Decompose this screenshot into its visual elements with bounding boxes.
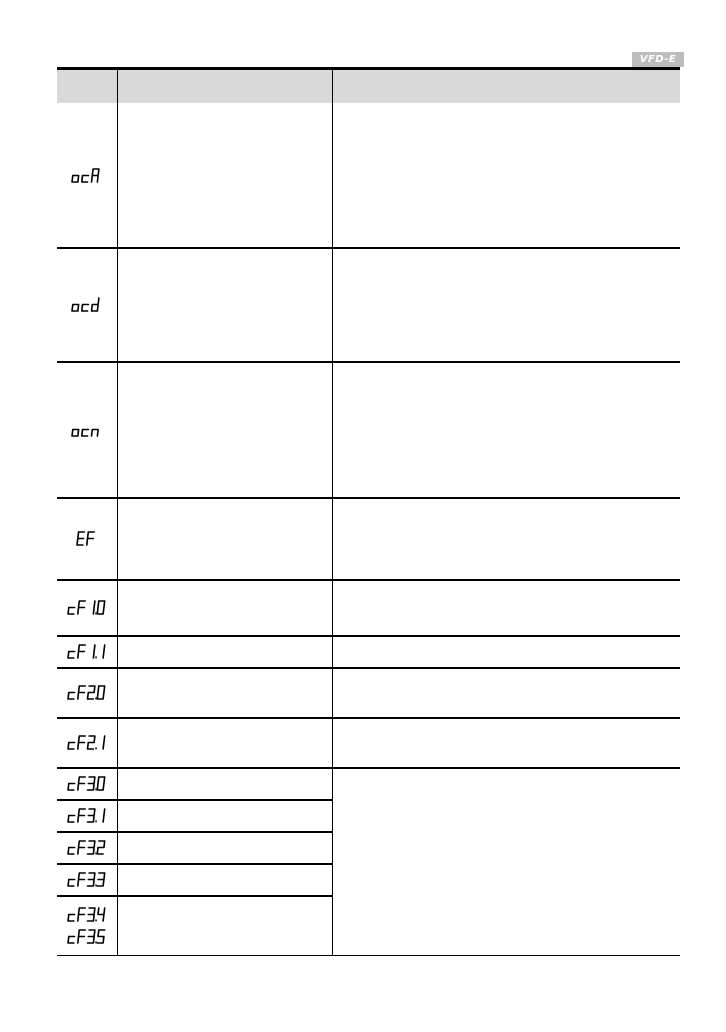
fault-code-display-ef bbox=[75, 531, 99, 547]
row-divider bbox=[57, 831, 332, 833]
fault-code-display-cf2-1 bbox=[66, 735, 109, 751]
table-row bbox=[57, 718, 117, 768]
table-row bbox=[57, 768, 117, 800]
fault-code-display-cf3-1 bbox=[66, 808, 109, 824]
fault-code-table bbox=[57, 67, 680, 956]
fault-code-display-cf2-0 bbox=[66, 685, 109, 701]
brand-logo: VFD-E bbox=[632, 52, 684, 67]
table-row bbox=[57, 864, 117, 896]
row-divider bbox=[57, 247, 680, 249]
fault-code-display-cf3-4 bbox=[66, 907, 109, 923]
fault-code-display-cf3-3 bbox=[66, 872, 109, 888]
row-divider bbox=[57, 863, 332, 865]
row-divider bbox=[57, 799, 332, 801]
fault-code-display-ocn bbox=[70, 422, 103, 438]
column-divider bbox=[332, 67, 333, 956]
table-row bbox=[57, 580, 117, 636]
table-row bbox=[57, 362, 117, 498]
row-divider bbox=[57, 955, 680, 956]
row-divider bbox=[57, 361, 680, 363]
table-row bbox=[57, 248, 117, 362]
fault-code-display-cf3-5 bbox=[66, 929, 109, 945]
row-divider bbox=[57, 895, 332, 897]
fault-code-display-oca bbox=[70, 168, 103, 184]
fault-code-display-cf1-0 bbox=[66, 600, 109, 616]
fault-code-display-cf1-1 bbox=[66, 644, 109, 660]
fault-code-display-ocd bbox=[70, 297, 103, 313]
fault-code-display-cf3-0 bbox=[66, 776, 109, 792]
row-divider bbox=[57, 767, 680, 769]
table-row bbox=[57, 636, 117, 668]
row-divider bbox=[57, 579, 680, 581]
row-divider bbox=[57, 667, 680, 669]
row-divider bbox=[57, 497, 680, 499]
table-row bbox=[57, 668, 117, 718]
table-row bbox=[57, 896, 117, 956]
table-row bbox=[57, 498, 117, 580]
column-divider bbox=[117, 67, 118, 956]
table-header bbox=[57, 67, 680, 103]
table-row bbox=[57, 800, 117, 832]
row-divider bbox=[57, 717, 680, 719]
table-row bbox=[57, 832, 117, 864]
row-divider bbox=[57, 635, 680, 637]
fault-code-display-cf3-2 bbox=[66, 840, 109, 856]
table-row bbox=[57, 103, 117, 248]
